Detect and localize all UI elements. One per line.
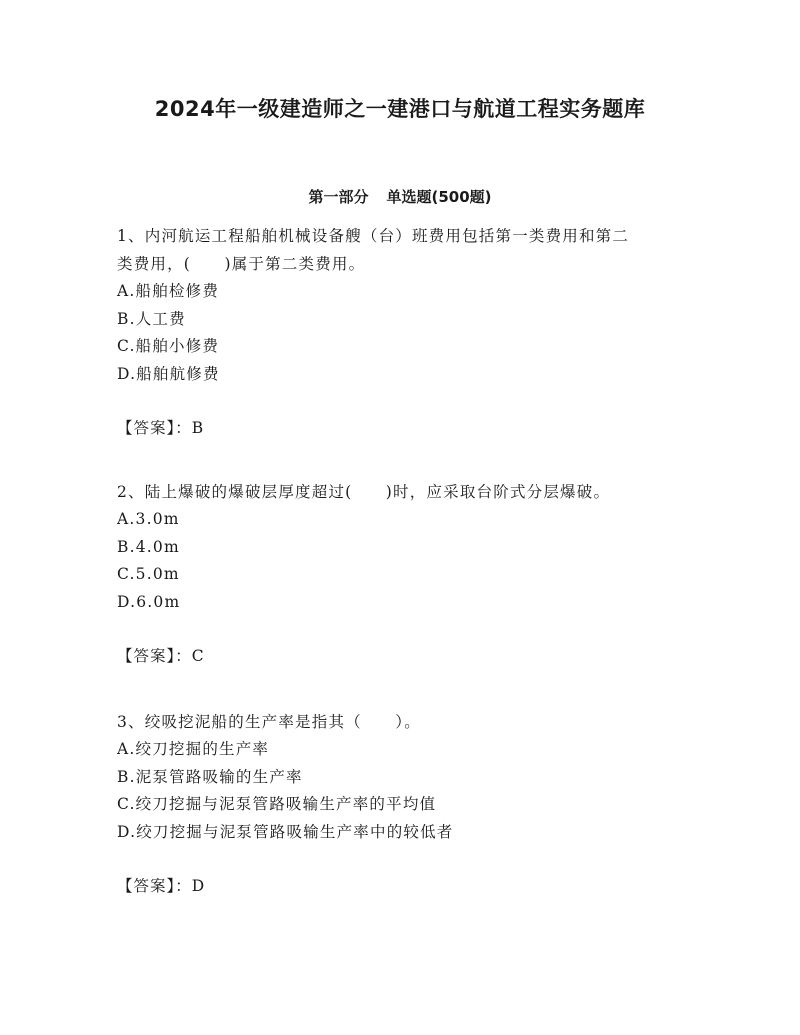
option-d: D.绞刀挖掘与泥泵管路吸输生产率中的较低者	[117, 822, 454, 841]
option-d: D.6.0m	[117, 592, 181, 611]
option-b: B.人工费	[117, 309, 186, 328]
question-stem-line: 2、陆上爆破的爆破层厚度超过( )时，应采取台阶式分层爆破。	[117, 483, 611, 501]
option-b: B.4.0m	[117, 537, 180, 556]
option-a: A.绞刀挖掘的生产率	[117, 740, 270, 758]
answer-value: B	[191, 419, 205, 437]
answer-line	[117, 414, 697, 442]
question-stem-line: 3、绞吸挖泥船的生产率是指其（ ）。	[117, 713, 421, 731]
answer-label: 【答案】：	[117, 647, 192, 665]
answer-label: 【答案】：	[117, 419, 192, 437]
question-stem-line: 1、内河航运工程船舶机械设备艘（台）班费用包括第一类费用和第二	[117, 227, 630, 245]
section-part: 第一部分	[308, 188, 369, 206]
question-1	[117, 222, 697, 442]
option-a: A.3.0m	[117, 510, 180, 528]
answer-line	[117, 642, 697, 670]
option-d: D.船舶航修费	[117, 364, 220, 383]
question-stem-line: 类费用，( )属于第二类费用。	[117, 255, 366, 273]
option-c: C.船舶小修费	[117, 337, 220, 355]
section-name: 单选题(500题)	[386, 188, 492, 206]
answer-line	[117, 872, 697, 900]
section-heading	[0, 186, 800, 207]
option-c: C.5.0m	[117, 565, 180, 583]
option-c: C.绞刀挖掘与泥泵管路吸输生产率的平均值	[117, 795, 437, 813]
spacer	[117, 670, 697, 708]
option-b: B.泥泵管路吸输的生产率	[117, 767, 303, 786]
answer-value: D	[191, 877, 206, 895]
question-list	[117, 222, 697, 900]
spacer	[117, 442, 697, 478]
question-3	[117, 708, 697, 900]
answer-label: 【答案】：	[117, 877, 192, 895]
answer-value: C	[191, 647, 205, 665]
question-2	[117, 478, 697, 670]
document-title: 2024年一级建造师之一建港口与航道工程实务题库	[154, 97, 646, 121]
option-a: A.船舶检修费	[117, 282, 220, 300]
